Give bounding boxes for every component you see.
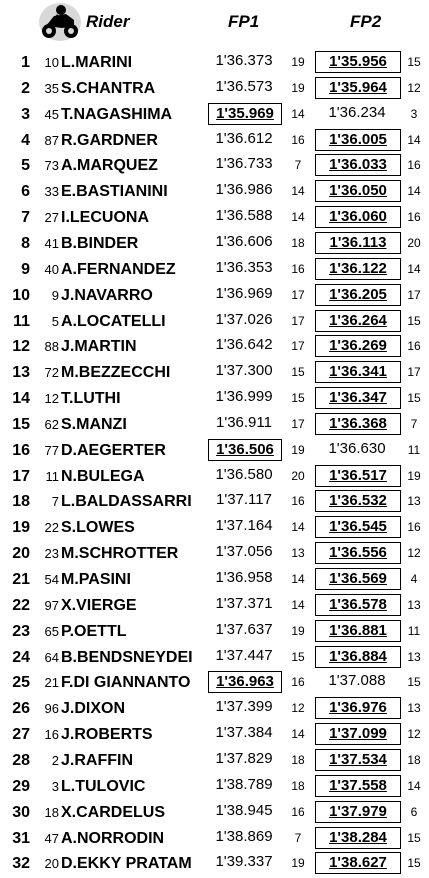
table-row — [0, 360, 429, 386]
fp2-laps-cell: 17 — [407, 287, 421, 302]
rider-name-cell: X.CARDELUS — [61, 803, 166, 821]
fp1-laps-cell: 16 — [291, 261, 305, 276]
fp2-time-cell: 1'36.113 — [315, 232, 401, 254]
fp1-laps-cell: 12 — [291, 701, 305, 716]
table-row — [0, 619, 429, 645]
fp1-time-cell: 1'37.026 — [215, 310, 273, 328]
fp2-time-cell: 1'38.627 — [315, 852, 401, 874]
rider-name-cell: D.EKKY PRATAM — [61, 855, 192, 873]
position-cell: 17 — [12, 467, 30, 485]
position-cell: 14 — [12, 390, 30, 408]
position-cell: 8 — [21, 234, 30, 252]
rider-number-cell: 41 — [44, 235, 59, 251]
rider-name-cell: I.LECUONA — [61, 209, 149, 227]
fp1-laps-cell: 14 — [291, 597, 305, 612]
rider-name-cell: J.NAVARRO — [61, 286, 153, 304]
position-cell: 19 — [12, 519, 30, 537]
table-row — [0, 153, 429, 179]
rider-name-cell: T.LUTHI — [61, 390, 121, 408]
fp1-laps-cell: 19 — [291, 55, 305, 69]
rider-name-cell: M.SCHROTTER — [61, 545, 179, 563]
fp2-laps-cell: 14 — [407, 778, 421, 793]
rider-name-cell: J.DIXON — [61, 700, 126, 718]
fp1-time-cell: 1'37.117 — [216, 491, 272, 509]
table-row — [0, 231, 429, 257]
table-row — [0, 670, 429, 696]
table-row — [0, 541, 429, 567]
position-cell: 1 — [21, 54, 30, 71]
rider-number-cell: 65 — [44, 623, 59, 639]
fp2-laps-cell: 17 — [407, 365, 421, 380]
fp1-laps-cell: 7 — [294, 158, 302, 173]
table-row — [0, 205, 429, 231]
position-cell: 3 — [21, 105, 30, 123]
fp1-time-cell: 1'37.384 — [215, 724, 273, 742]
fp2-time-cell: 1'36.347 — [315, 387, 401, 409]
fp2-time-cell: 1'36.569 — [315, 568, 401, 590]
fp1-laps-cell: 17 — [291, 416, 305, 431]
rider-number-cell: 12 — [44, 391, 59, 407]
table-row — [0, 283, 429, 309]
motorcycle-rider-icon — [38, 2, 82, 42]
fp1-laps-cell: 16 — [291, 494, 305, 509]
fp2-time-cell: 1'36.884 — [315, 646, 401, 668]
rider-number-cell: 73 — [44, 158, 59, 174]
fp1-time-cell: 1'36.911 — [216, 413, 272, 431]
fp2-laps-cell: 16 — [407, 339, 421, 354]
fp2-time-cell: 1'36.050 — [315, 180, 401, 202]
fp1-time-cell: 1'36.963 — [208, 671, 282, 693]
fp2-time-cell: 1'36.578 — [315, 594, 401, 616]
rider-name-cell: S.CHANTRA — [61, 79, 156, 97]
fp2-laps-cell: 3 — [410, 106, 418, 121]
fp1-laps-cell: 16 — [291, 804, 305, 819]
position-cell: 24 — [12, 648, 30, 666]
rider-name-cell: E.BASTIANINI — [61, 183, 168, 201]
rider-name-cell: T.NAGASHIMA — [61, 105, 173, 123]
fp1-time-cell: 1'36.580 — [215, 465, 273, 483]
table-row — [0, 748, 429, 774]
fp1-laps-cell: 19 — [291, 442, 305, 457]
rider-number-cell: 16 — [44, 727, 59, 743]
rider-number-cell: 5 — [51, 313, 59, 329]
position-cell: 31 — [12, 829, 30, 847]
rider-name-cell: A.LOCATELLI — [61, 312, 166, 330]
position-cell: 13 — [12, 364, 30, 382]
position-cell: 29 — [12, 777, 30, 795]
fp1-time-cell: 1'36.986 — [215, 181, 273, 199]
fp1-time-cell: 1'37.164 — [215, 517, 273, 535]
fp2-laps-cell: 11 — [407, 442, 421, 457]
rider-number-cell: 3 — [51, 778, 59, 794]
rider-name-cell: A.NORRODIN — [61, 829, 165, 847]
fp2-laps-cell: 15 — [407, 856, 421, 871]
fp2-laps-cell: 6 — [410, 804, 418, 819]
fp2-laps-cell: 7 — [410, 416, 418, 431]
rider-number-cell: 62 — [44, 416, 59, 432]
rider-name-cell: A.MARQUEZ — [61, 157, 158, 175]
fp1-laps-cell: 14 — [291, 184, 305, 199]
rider-number-cell: 96 — [44, 701, 59, 717]
rider-column-header: Rider — [86, 12, 130, 31]
fp1-laps-cell: 17 — [291, 287, 305, 302]
fp2-laps-cell: 13 — [407, 701, 421, 716]
fp2-time-cell: 1'36.341 — [315, 361, 401, 383]
fp1-time-cell: 1'38.869 — [215, 827, 273, 845]
fp1-laps-cell: 14 — [291, 572, 305, 586]
rider-number-cell: 72 — [44, 365, 59, 381]
rider-number-cell: 2 — [51, 752, 59, 768]
table-row — [0, 257, 429, 283]
fp2-laps-cell: 13 — [407, 494, 421, 509]
table-row — [0, 76, 429, 102]
rider-name-cell: B.BENDSNEYDEI — [61, 648, 193, 666]
fp2-laps-cell: 13 — [407, 597, 421, 612]
rider-number-cell: 54 — [44, 572, 59, 587]
table-row — [0, 826, 429, 852]
rider-name-cell: J.MARTIN — [61, 338, 137, 356]
fp1-laps-cell: 19 — [291, 623, 305, 638]
fp2-time-cell: 1'36.881 — [315, 620, 401, 642]
rider-number-cell: 87 — [44, 132, 59, 148]
fp1-time-cell: 1'37.447 — [215, 646, 273, 664]
fp1-laps-cell: 7 — [294, 830, 302, 845]
rider-name-cell: L.MARINI — [61, 54, 133, 71]
fp1-time-cell: 1'36.353 — [215, 258, 273, 276]
table-row — [0, 722, 429, 748]
fp2-time-cell: 1'36.005 — [315, 129, 401, 151]
fp2-laps-cell: 15 — [407, 675, 421, 690]
fp2-laps-cell: 4 — [410, 572, 418, 586]
rider-number-cell: 40 — [44, 261, 59, 277]
fp1-time-cell: 1'36.373 — [215, 52, 273, 69]
rider-name-cell: N.BULEGA — [61, 467, 145, 485]
table-row — [0, 102, 429, 128]
fp2-time-cell: 1'37.088 — [328, 672, 386, 690]
fp1-laps-cell: 14 — [291, 727, 305, 742]
fp1-time-cell: 1'37.371 — [215, 594, 273, 612]
fp2-laps-cell: 13 — [407, 649, 421, 664]
position-cell: 26 — [12, 700, 30, 718]
table-row — [0, 309, 429, 335]
rider-name-cell: B.BINDER — [61, 234, 139, 252]
rider-name-cell: A.FERNANDEZ — [61, 260, 176, 278]
fp1-time-cell: 1'37.829 — [215, 749, 273, 767]
position-cell: 22 — [12, 596, 30, 614]
rider-number-cell: 10 — [44, 55, 59, 70]
fp2-laps-cell: 19 — [407, 468, 421, 483]
fp2-laps-cell: 15 — [407, 830, 421, 845]
position-cell: 15 — [12, 415, 30, 433]
fp1-laps-cell: 16 — [291, 675, 305, 690]
fp1-time-cell: 1'37.300 — [215, 362, 273, 380]
fp2-time-cell: 1'37.979 — [315, 801, 401, 823]
rider-name-cell: J.RAFFIN — [61, 751, 133, 769]
position-cell: 12 — [12, 338, 30, 356]
rider-number-cell: 33 — [44, 184, 59, 200]
fp2-time-cell: 1'36.264 — [315, 310, 401, 332]
fp1-laps-cell: 18 — [291, 778, 305, 793]
rider-number-cell: 64 — [44, 649, 59, 665]
position-cell: 2 — [21, 79, 30, 97]
position-cell: 32 — [12, 855, 30, 873]
fp2-time-cell: 1'37.534 — [315, 749, 401, 771]
fp1-time-cell: 1'36.612 — [215, 129, 273, 147]
fp1-laps-cell: 13 — [291, 546, 305, 561]
fp1-time-cell: 1'37.637 — [215, 620, 273, 638]
fp2-column-header: FP2 — [350, 12, 382, 31]
rider-name-cell: J.ROBERTS — [61, 726, 153, 744]
fp1-laps-cell: 18 — [291, 752, 305, 767]
fp2-laps-cell: 15 — [407, 55, 421, 69]
fp2-time-cell: 1'36.269 — [315, 335, 401, 357]
table-row — [0, 800, 429, 826]
table-row — [0, 50, 429, 76]
fp2-laps-cell: 18 — [407, 752, 421, 767]
fp2-laps-cell: 14 — [407, 261, 421, 276]
table-row — [0, 567, 429, 593]
rider-name-cell: S.MANZI — [61, 415, 127, 433]
position-cell: 9 — [21, 260, 30, 278]
rider-number-cell: 11 — [45, 468, 59, 484]
fp1-laps-cell: 18 — [291, 235, 305, 250]
fp2-laps-cell: 12 — [407, 546, 421, 561]
fp2-time-cell: 1'36.060 — [315, 206, 401, 228]
fp1-time-cell: 1'36.969 — [215, 284, 273, 302]
fp2-laps-cell: 16 — [407, 520, 421, 535]
fp1-laps-cell: 14 — [291, 210, 305, 225]
fp2-laps-cell: 20 — [407, 235, 421, 250]
table-row — [0, 851, 429, 877]
rider-number-cell: 18 — [44, 804, 59, 820]
fp1-time-cell: 1'36.606 — [215, 232, 273, 250]
fp2-laps-cell: 15 — [407, 313, 421, 328]
fp2-laps-cell: 12 — [407, 80, 421, 95]
rider-number-cell: 77 — [44, 442, 59, 458]
fp1-time-cell: 1'36.999 — [215, 388, 273, 406]
fp2-time-cell: 1'36.368 — [315, 413, 401, 435]
position-cell: 27 — [12, 726, 30, 744]
table-row — [0, 464, 429, 490]
fp1-laps-cell: 15 — [291, 391, 305, 406]
position-cell: 16 — [12, 441, 30, 459]
table-row — [0, 334, 429, 360]
position-cell: 5 — [21, 157, 30, 175]
fp2-laps-cell: 14 — [407, 132, 421, 147]
rider-name-cell: D.AEGERTER — [61, 441, 166, 459]
fp1-laps-cell: 19 — [291, 80, 305, 95]
fp2-time-cell: 1'36.556 — [315, 542, 401, 564]
position-cell: 25 — [12, 674, 30, 692]
fp2-time-cell: 1'36.517 — [315, 465, 401, 487]
fp2-time-cell: 1'36.545 — [315, 516, 401, 538]
rider-number-cell: 27 — [44, 210, 59, 226]
fp1-laps-cell: 17 — [291, 339, 305, 354]
rider-number-cell: 47 — [44, 830, 59, 846]
rider-name-cell: S.LOWES — [61, 519, 135, 537]
rider-number-cell: 9 — [51, 287, 59, 303]
fp1-time-cell: 1'38.789 — [215, 775, 273, 793]
fp1-laps-cell: 17 — [291, 313, 305, 328]
rider-name-cell: M.BEZZECCHI — [61, 364, 171, 382]
table-row — [0, 515, 429, 541]
fp2-laps-cell: 14 — [407, 184, 421, 199]
fp1-laps-cell: 20 — [291, 468, 305, 483]
fp2-time-cell: 1'35.964 — [315, 77, 401, 99]
rider-number-cell: 35 — [44, 80, 59, 96]
rider-number-cell: 97 — [44, 597, 59, 613]
position-cell: 28 — [12, 751, 30, 769]
fp1-column-header: FP1 — [228, 12, 260, 31]
fp2-time-cell: 1'36.976 — [315, 697, 401, 719]
rider-number-cell: 21 — [44, 675, 59, 691]
position-cell: 10 — [12, 286, 30, 304]
fp1-time-cell: 1'36.733 — [215, 155, 273, 173]
fp1-time-cell: 1'37.399 — [215, 698, 273, 716]
table-row — [0, 696, 429, 722]
rider-name-cell: L.BALDASSARRI — [61, 493, 192, 511]
fp1-time-cell: 1'36.506 — [208, 439, 282, 461]
fp2-time-cell: 1'36.122 — [315, 258, 401, 280]
rider-number-cell: 20 — [44, 856, 59, 872]
position-cell: 7 — [21, 209, 30, 227]
fp1-laps-cell: 15 — [291, 649, 305, 664]
fp1-laps-cell: 14 — [291, 106, 305, 121]
fp1-time-cell: 1'37.056 — [215, 543, 273, 561]
fp1-laps-cell: 19 — [291, 856, 305, 871]
fp1-laps-cell: 15 — [291, 365, 305, 380]
fp2-time-cell: 1'37.099 — [315, 723, 401, 745]
position-cell: 11 — [13, 312, 30, 330]
fp2-time-cell: 1'36.033 — [315, 154, 401, 176]
position-cell: 4 — [21, 131, 30, 149]
fp2-laps-cell: 16 — [407, 158, 421, 173]
table-row — [0, 179, 429, 205]
fp1-laps-cell: 16 — [291, 132, 305, 147]
table-row — [0, 489, 429, 515]
table-row — [0, 412, 429, 438]
position-cell: 18 — [12, 493, 30, 511]
table-row — [0, 128, 429, 154]
fp1-time-cell: 1'36.573 — [215, 77, 273, 95]
table-row — [0, 386, 429, 412]
fp2-laps-cell: 12 — [407, 727, 421, 742]
fp1-time-cell: 1'35.969 — [208, 103, 282, 125]
position-cell: 30 — [12, 803, 30, 821]
rider-number-cell: 88 — [44, 339, 59, 355]
rider-name-cell: M.PASINI — [61, 571, 131, 588]
fp2-time-cell: 1'36.532 — [315, 490, 401, 512]
position-cell: 6 — [21, 183, 30, 201]
fp2-time-cell: 1'38.284 — [315, 827, 401, 849]
fp1-laps-cell: 14 — [291, 520, 305, 535]
rider-number-cell: 23 — [44, 546, 59, 562]
rider-name-cell: L.TULOVIC — [61, 777, 146, 795]
table-row — [0, 774, 429, 800]
table-header — [0, 0, 429, 44]
fp2-time-cell: 1'35.956 — [315, 51, 401, 73]
fp2-laps-cell: 15 — [407, 391, 421, 406]
fp1-time-cell: 1'38.945 — [215, 801, 273, 819]
rider-number-cell: 22 — [44, 520, 59, 536]
rider-name-cell: F.DI GIANNANTO — [61, 674, 191, 692]
rider-name-cell: P.OETTL — [61, 622, 127, 640]
rider-number-cell: 45 — [44, 106, 59, 122]
fp2-time-cell: 1'36.234 — [328, 103, 386, 121]
fp1-time-cell: 1'36.958 — [215, 569, 273, 586]
rider-name-cell: X.VIERGE — [61, 596, 137, 614]
table-row — [0, 593, 429, 619]
fp2-time-cell: 1'36.630 — [328, 439, 386, 457]
fp2-time-cell: 1'36.205 — [315, 284, 401, 306]
fp1-time-cell: 1'36.642 — [215, 336, 273, 354]
fp2-time-cell: 1'37.558 — [315, 775, 401, 797]
table-row — [0, 645, 429, 671]
position-cell: 23 — [12, 622, 30, 640]
fp1-time-cell: 1'39.337 — [215, 853, 273, 871]
fp1-time-cell: 1'36.588 — [215, 207, 273, 225]
table-row — [0, 438, 429, 464]
rider-number-cell: 7 — [51, 494, 59, 510]
fp2-laps-cell: 16 — [407, 210, 421, 225]
rider-name-cell: R.GARDNER — [61, 131, 158, 149]
position-cell: 20 — [12, 545, 30, 563]
position-cell: 21 — [12, 571, 30, 588]
fp2-laps-cell: 11 — [407, 623, 421, 638]
